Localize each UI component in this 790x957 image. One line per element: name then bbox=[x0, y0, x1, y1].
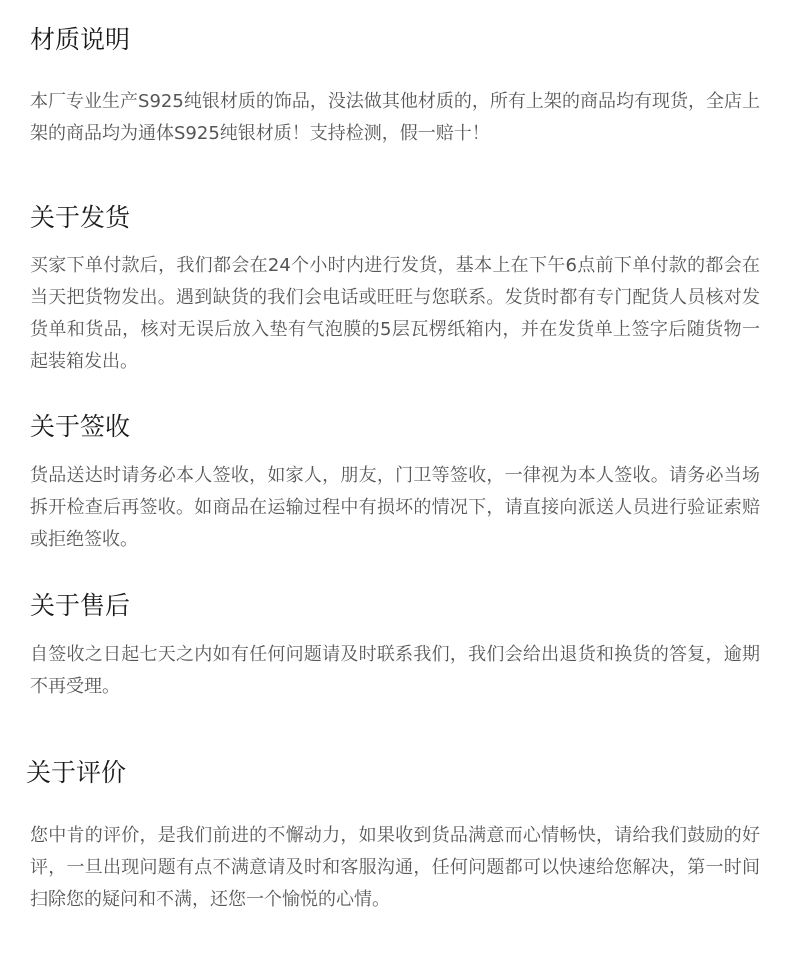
section-body-shipping: 买家下单付款后，我们都会在24个小时内进行发货，基本上在下午6点前下单付款的都会在当天把货物发出。遇到缺货的我们会电话或旺旺与您联系。发货时都有专门配货人员核对发货单和货品，核对无误后放入垫有气泡膜的5层瓦楞纸箱内，并在发货单上签字后随货物一起装箱发出。 bbox=[30, 255, 760, 372]
section-body-material: 本厂专业生产S925纯银材质的饰品，没法做其他材质的，所有上架的商品均有现货，全店上架的商品均为通体S925纯银材质！支持检测，假一赔十！ bbox=[30, 91, 760, 144]
section-heading-review: 关于评价 bbox=[26, 758, 127, 787]
section-heading-receipt: 关于签收 bbox=[30, 412, 131, 441]
section-heading-shipping: 关于发货 bbox=[30, 203, 131, 232]
section-body-review: 您中肯的评价，是我们前进的不懈动力，如果收到货品满意而心情畅快，请给我们鼓励的好评，一旦出现问题有点不满意请及时和客服沟通，任何问题都可以快速给您解决，第一时间扫除您的疑问和不满，还您一个愉悦的心情。 bbox=[30, 825, 760, 910]
section-body-receipt: 货品送达时请务必本人签收，如家人，朋友，门卫等签收，一律视为本人签收。请务必当场拆开检查后再签收。如商品在运输过程中有损坏的情况下，请直接向派送人员进行验证索赔或拒绝签收。 bbox=[30, 465, 760, 550]
section-heading-aftersales: 关于售后 bbox=[30, 591, 131, 620]
section-body-aftersales: 自签收之日起七天之内如有任何问题请及时联系我们，我们会给出退货和换货的答复，逾期不再受理。 bbox=[30, 644, 760, 697]
section-heading-material: 材质说明 bbox=[30, 25, 131, 54]
